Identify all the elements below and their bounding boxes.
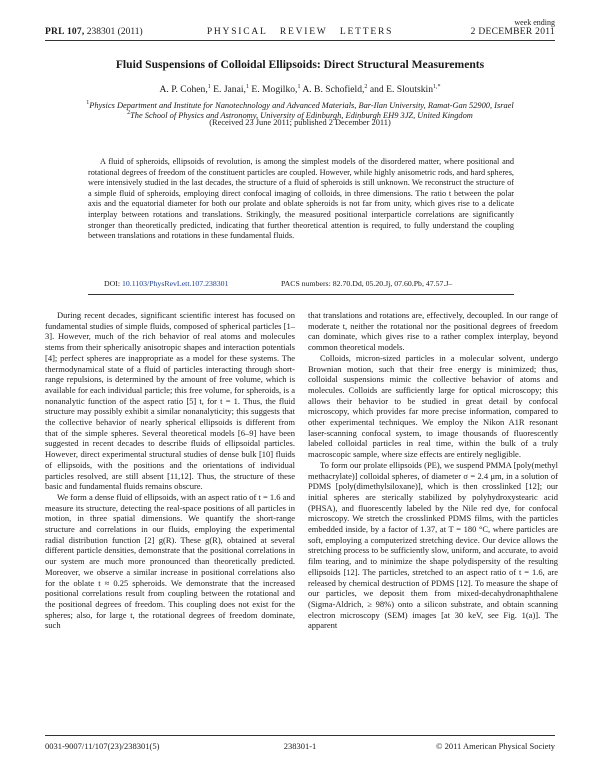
pacs-numbers: PACS numbers: 82.70.Dd, 05.20.Jj, 07.60.Pb, 47.57.J– bbox=[281, 279, 453, 288]
article-number: 238301 (2011) bbox=[86, 27, 143, 37]
abstract: A fluid of spheroids, ellipsoids of revolution, is among the simplest models of the disordered matter, where positional and rotational degrees of freedom of the constituent particles are coupled. However, while highly anisometric rods, and hard spheres, were intensively studied in the last decades, the structure of a fluid of spheroids is still unknown. We reconstruct the structure of a simple fluid of spheroids, employing direct confocal imaging of colloids, in three dimensions. The ratio t between the polar axis and the equatorial diameter for both our prolate and oblate spheroids is not far from unity, which gives rise to a delicate interplay between rotations and translations. Strikingly, the measured positional interparticle correlations are significantly stronger than theoretically predicted, indicating that further theoretical attention is required, to fully understand the coupling between translations and rotations in these fundamental fluids. bbox=[88, 157, 514, 241]
week-ending-label: week ending bbox=[514, 18, 555, 27]
body-column-left bbox=[45, 310, 295, 631]
doi-link[interactable]: 10.1103/PhysRevLett.107.238301 bbox=[121, 279, 229, 288]
author: and E. Sloutskin$^{1,*}$ bbox=[369, 84, 441, 96]
abstract-rule bbox=[88, 294, 514, 295]
issue-date: 2 DECEMBER 2011 bbox=[470, 26, 555, 37]
author: E. Janai,$^1$ bbox=[213, 84, 249, 96]
author-list bbox=[45, 84, 555, 95]
issue-date-block bbox=[471, 18, 555, 37]
affiliation-1: $^1$Physics Department and Institute for Nanotechnology and Advanced Materials, Bar-Ilan University, Ramat-Gan 52900, Israel bbox=[86, 100, 514, 110]
affiliation-2: $^2$The School of Physics and Astronomy, University of Edinburgh, Edinburgh EH9 3JZ, United Kingdom bbox=[127, 110, 473, 120]
paragraph: During recent decades, significant scientific interest has focused on fundamental studies of simple fluids, composed of spherical particles [1–3]. However, much of the rich behavior of real atoms and molecules stems from their spherically anisotropic shapes and interaction potentials [4]; perfect spheres are inappropriate as a model for these systems. The thermodynamical state of a fluid of particles interacting through short-range repulsions, is determined by the amount of free volume, which is available for each individual particle; this free volume, for spheroids, is a nonanalytic function of the aspect ratio [5] t, for t = 1. Thus, the fluid structure may possibly exhibit a similar nonanalyticity; this suggests that the collective behavior of nearly spherical ellipsoids is different from that of the simple spheres. Several theoretical models [6–9] have been suggested in recent decades to describe fluids of ellipsoidal particles. However, direct experimental structural studies of dense bulk [10] fluids of ellipsoids, with the positions and the orientations of individual particles resolved, are still absent [11,12]. Thus, the structure of these basic and fundamental fluids remains obscure. bbox=[45, 310, 295, 492]
footer-rule bbox=[45, 735, 555, 736]
paragraph: We form a dense fluid of ellipsoids, with an aspect ratio of t = 1.6 and measure its structure, detecting the real-space positions of all particles in motion, in three spatial dimensions. We quantify the short-range structure and correlations in our fluids, employing the experimental radial distribution function [2] g(R). These g(R), obtained at several different particle densities, demonstrate that the positional correlations in our system are much more pronounced than theoretically predicted. Moreover, we observe a similar increase in positional correlations also for the oblate t ≈ 0.25 spheroids. We demonstrate that the increased positional correlations result from coupling between the rotational and the positional degrees of freedom. This coupling does not exist for the spheres; also, for large t, the rotational degrees of freedom dominate, such bbox=[45, 491, 295, 631]
paragraph: Colloids, micron-sized particles in a molecular solvent, undergo Brownian motion, such that their free energy is minimized; thus, colloidal suspensions mimic the collective behavior of atoms and molecules. Colloids are sufficiently large for optical microscopy; this allows their behavior to be studied in great detail by confocal microscopy, which provides far more precise information, compared to other experimental techniques. We employ the Nikon A1R resonant laser-scanning confocal system, to image thousands of fluorescently labeled colloidal particles in real time, within the bulk of a truly macroscopic sample, where size effects are entirely negligible. bbox=[308, 352, 558, 460]
header-rule bbox=[45, 40, 555, 41]
journal-volume: 107, bbox=[66, 27, 85, 37]
footer-code: 0031-9007/11/107(23)/238301(5) bbox=[45, 741, 160, 751]
author: A. P. Cohen,$^1$ bbox=[159, 84, 211, 96]
body-column-right bbox=[308, 310, 558, 631]
paragraph: that translations and rotations are, effectively, decoupled. In our range of moderate t, neither the rotational nor the positional degrees of freedom can dominate, which gives rise to a rather complex interplay, beyond common theoretical models. bbox=[308, 310, 558, 353]
author: A. B. Schofield,$^2$ bbox=[302, 84, 368, 96]
author: E. Mogilko,$^1$ bbox=[251, 84, 301, 96]
journal-name: PHYSICAL REVIEW LETTERS bbox=[206, 27, 394, 37]
doi-line: DOI: 10.1103/PhysRevLett.107.238301 bbox=[104, 279, 229, 288]
received-dates: (Received 23 June 2011; published 2 December 2011) bbox=[209, 118, 391, 127]
paragraph: To form our prolate ellipsoids (PE), we suspend PMMA [poly(methyl methacrylate)] colloidal spheres, of diameter σ = 2.4 μm, in a solution of PDMS [poly(dimethylsiloxane)], which is then crosslinked [12]; our initial spheres are sterically stabilized by polyhydroxystearic acid (PHSA), and fluorescently labeled by the Nile red dye, for confocal microscopy. We stretch the crosslinked PDMS films, with the particles embedded inside, by a factor of 1.37, at T = 180 °C, where particles are soft, employing a computerized stretching device. Our device allows the stretching process to be sufficiently slow, uniform, and accurate, to avoid film tearing, and to minimize the shape polydispersity of the resulting ellipsoids [12]. The particles, stretched to an aspect ratio of t = 1.6, are released by chemical destruction of PDMS [12]. To measure the shape of our particles, we deposit them from mixed-decahydronaphthalene (Sigma-Aldrich, ≥ 98%) onto a silicon substrate, and obtain scanning electron microscopy (SEM) images [at 30 keV, see Fig. 1(a)]. The apparent bbox=[308, 459, 558, 631]
page-number: 238301-1 bbox=[283, 741, 317, 751]
article-title: Fluid Suspensions of Colloidal Ellipsoids: Direct Structural Measurements bbox=[115, 58, 485, 71]
journal-abbrev: PRL bbox=[45, 27, 65, 37]
copyright: © 2011 American Physical Society bbox=[436, 741, 555, 751]
